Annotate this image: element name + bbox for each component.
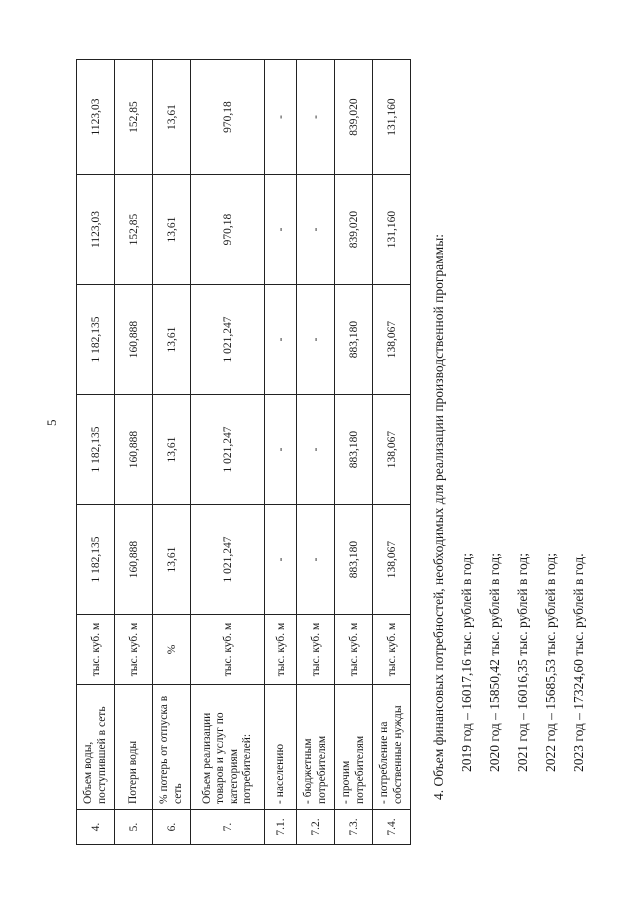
table-row bbox=[297, 60, 335, 845]
value-cell: - bbox=[265, 60, 297, 175]
year-line: 2022 год – 15685,53 тыс. рублей в год; bbox=[543, 553, 558, 772]
row-label: - прочим потребителям bbox=[335, 685, 373, 810]
value-cell: 1123,03 bbox=[77, 175, 115, 285]
table-row bbox=[265, 60, 297, 845]
value-cell: - bbox=[265, 175, 297, 285]
unit-cell: тыс. куб. м bbox=[77, 615, 115, 685]
year-line: 2021 год – 16016,35 тыс. рублей в год; bbox=[515, 553, 530, 772]
unit-cell: тыс. куб. м bbox=[191, 615, 265, 685]
table-row bbox=[373, 60, 411, 845]
production-program-table bbox=[76, 59, 411, 845]
row-label: Потери воды bbox=[115, 685, 153, 810]
value-cell: 138,067 bbox=[373, 285, 411, 395]
value-cell: - bbox=[297, 285, 335, 395]
value-cell: - bbox=[265, 395, 297, 505]
value-cell: 131,160 bbox=[373, 60, 411, 175]
value-cell: 1 021,247 bbox=[191, 285, 265, 395]
row-number: 7. bbox=[191, 810, 265, 845]
row-number: 6. bbox=[153, 810, 191, 845]
value-cell: 839,020 bbox=[335, 175, 373, 285]
value-cell: - bbox=[265, 285, 297, 395]
row-label: Объем реализации товаров и услуг по категориям потребителей: bbox=[191, 685, 265, 810]
value-cell: 970,18 bbox=[191, 60, 265, 175]
year-line: 2019 год – 16017,16 тыс. рублей в год; bbox=[459, 553, 474, 772]
value-cell: 1 021,247 bbox=[191, 505, 265, 615]
value-cell: 160,888 bbox=[115, 505, 153, 615]
unit-cell: тыс. куб. м bbox=[373, 615, 411, 685]
value-cell: 1 021,247 bbox=[191, 395, 265, 505]
value-cell: - bbox=[297, 505, 335, 615]
value-cell: 13,61 bbox=[153, 395, 191, 505]
row-number: 7.2. bbox=[297, 810, 335, 845]
value-cell: 152,85 bbox=[115, 60, 153, 175]
row-number: 5. bbox=[115, 810, 153, 845]
value-cell: 13,61 bbox=[153, 285, 191, 395]
table-row bbox=[115, 60, 153, 845]
row-number: 4. bbox=[77, 810, 115, 845]
value-cell: 1 182,135 bbox=[77, 505, 115, 615]
row-number: 7.1. bbox=[265, 810, 297, 845]
row-number: 7.4. bbox=[373, 810, 411, 845]
value-cell: 13,61 bbox=[153, 175, 191, 285]
value-cell: 160,888 bbox=[115, 395, 153, 505]
row-label: - населению bbox=[265, 685, 297, 810]
value-cell: 839,020 bbox=[335, 60, 373, 175]
financial-needs-section bbox=[425, 100, 585, 800]
value-cell: - bbox=[265, 505, 297, 615]
table-row bbox=[77, 60, 115, 845]
table-row bbox=[191, 60, 265, 845]
value-cell: 160,888 bbox=[115, 285, 153, 395]
unit-cell: тыс. куб. м bbox=[335, 615, 373, 685]
table-row bbox=[335, 60, 373, 845]
value-cell: 13,61 bbox=[153, 505, 191, 615]
value-cell: 1 182,135 bbox=[77, 395, 115, 505]
production-program-table-wrapper bbox=[76, 60, 409, 845]
value-cell: 1123,03 bbox=[77, 60, 115, 175]
value-cell: 138,067 bbox=[373, 395, 411, 505]
section-heading: 4. Объем финансовых потребностей, необходимых для реализации производственной программы: bbox=[431, 233, 446, 800]
value-cell: 883,180 bbox=[335, 505, 373, 615]
value-cell: 883,180 bbox=[335, 395, 373, 505]
row-label: - потребление на собственные нужды bbox=[373, 685, 411, 810]
row-label: % потерь от отпуска в сеть bbox=[153, 685, 191, 810]
page-number: 5 bbox=[44, 419, 59, 426]
year-line: 2023 год – 17324,60 тыс. рублей в год. bbox=[571, 553, 586, 772]
value-cell: 131,160 bbox=[373, 175, 411, 285]
table-body bbox=[77, 60, 411, 845]
value-cell: 1 182,135 bbox=[77, 285, 115, 395]
table-row bbox=[153, 60, 191, 845]
unit-cell: тыс. куб. м bbox=[297, 615, 335, 685]
value-cell: 13,61 bbox=[153, 60, 191, 175]
value-cell: 152,85 bbox=[115, 175, 153, 285]
value-cell: - bbox=[297, 395, 335, 505]
value-cell: - bbox=[297, 60, 335, 175]
value-cell: 883,180 bbox=[335, 285, 373, 395]
value-cell: 970,18 bbox=[191, 175, 265, 285]
value-cell: - bbox=[297, 175, 335, 285]
row-label: - бюджетным потребителям bbox=[297, 685, 335, 810]
value-cell: 138,067 bbox=[373, 505, 411, 615]
row-number: 7.3. bbox=[335, 810, 373, 845]
unit-cell: тыс. куб. м bbox=[115, 615, 153, 685]
row-label: Объем воды, поступившей в сеть bbox=[77, 685, 115, 810]
unit-cell: % bbox=[153, 615, 191, 685]
unit-cell: тыс. куб. м bbox=[265, 615, 297, 685]
year-line: 2020 год – 15850,42 тыс. рублей в год; bbox=[487, 553, 502, 772]
